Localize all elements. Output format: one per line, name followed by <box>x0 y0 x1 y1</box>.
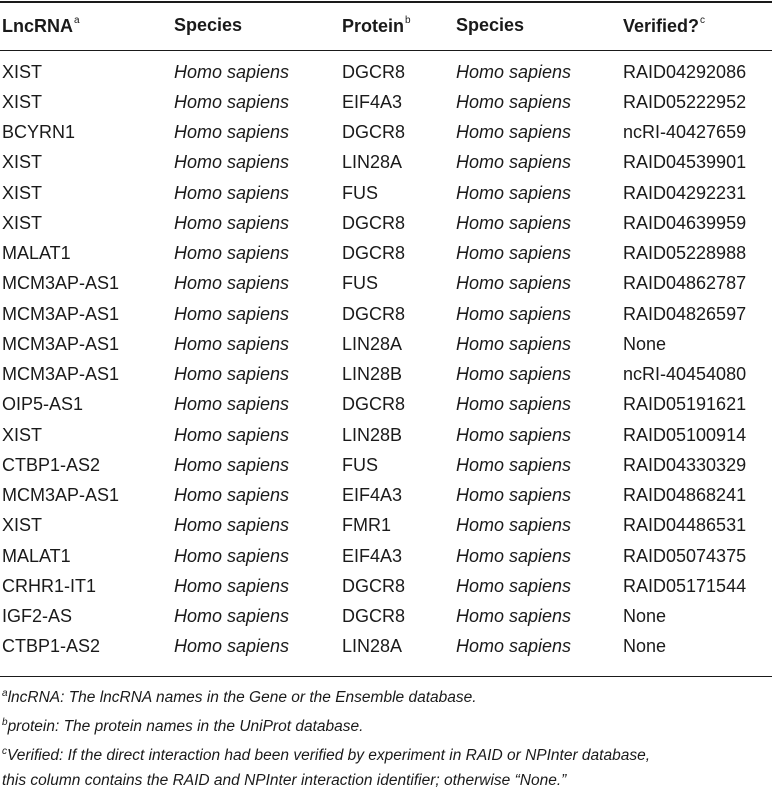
footnote-text: protein: The protein names in the UniProt database. <box>7 718 364 735</box>
cell-lncrna: OIP5-AS1 <box>2 394 84 415</box>
footnote-marker: a <box>2 688 8 699</box>
cell-protein: LIN28B <box>342 364 403 385</box>
cell-species: Homo sapiens <box>174 333 290 354</box>
footnote-marker: c <box>2 746 7 757</box>
cell-species: Homo sapiens <box>174 212 290 233</box>
table-row <box>0 632 772 662</box>
cell-species-2: Homo sapiens <box>456 575 572 596</box>
cell-species-2: Homo sapiens <box>456 606 572 627</box>
footnote-marker: b <box>2 717 8 728</box>
cell-species-2: Homo sapiens <box>456 91 572 112</box>
cell-protein: DGCR8 <box>342 606 406 627</box>
cell-lncrna: MCM3AP-AS1 <box>2 333 120 354</box>
cell-verified: ncRI-40427659 <box>623 122 747 143</box>
footnote-marker: a <box>74 14 80 26</box>
cell-species-2: Homo sapiens <box>456 303 572 324</box>
footnote-line <box>2 681 770 710</box>
footnote-text: lncRNA: The lncRNA names in the Gene or the Ensemble database. <box>7 689 477 706</box>
table-row <box>0 208 772 238</box>
cell-species-2: Homo sapiens <box>456 424 572 445</box>
table-row <box>0 541 772 571</box>
cell-protein: LIN28A <box>342 152 403 173</box>
cell-species: Homo sapiens <box>174 636 290 657</box>
cell-lncrna: XIST <box>2 152 43 173</box>
cell-verified: RAID05191621 <box>623 394 747 415</box>
cell-lncrna: XIST <box>2 182 43 203</box>
cell-lncrna: XIST <box>2 515 43 536</box>
header-species-2 <box>454 0 621 51</box>
table-body <box>0 51 772 662</box>
table-row <box>0 450 772 480</box>
table-row <box>0 178 772 208</box>
table-bottom-rule <box>0 676 772 677</box>
cell-species: Homo sapiens <box>174 91 290 112</box>
cell-lncrna: MALAT1 <box>2 545 71 566</box>
cell-protein: LIN28B <box>342 424 403 445</box>
cell-verified: RAID05100914 <box>623 424 747 445</box>
table-row <box>0 420 772 450</box>
table-row <box>0 87 772 117</box>
table-row <box>0 239 772 269</box>
table-row <box>0 269 772 299</box>
cell-verified: RAID04868241 <box>623 485 747 506</box>
cell-species-2: Homo sapiens <box>456 515 572 536</box>
table-row <box>0 148 772 178</box>
cell-verified: RAID05074375 <box>623 545 747 566</box>
cell-protein: DGCR8 <box>342 303 406 324</box>
cell-species: Homo sapiens <box>174 122 290 143</box>
table-row <box>0 57 772 87</box>
cell-verified: None <box>623 606 667 627</box>
cell-species: Homo sapiens <box>174 545 290 566</box>
cell-species-2: Homo sapiens <box>456 61 572 82</box>
cell-verified: RAID04862787 <box>623 273 747 294</box>
cell-species-2: Homo sapiens <box>456 394 572 415</box>
header-verified <box>621 0 772 51</box>
cell-species-2: Homo sapiens <box>456 545 572 566</box>
header-label: Protein <box>342 15 405 36</box>
cell-species-2: Homo sapiens <box>456 122 572 143</box>
cell-species-2: Homo sapiens <box>456 485 572 506</box>
footnote-text: this column contains the RAID and NPInter interaction identifier; otherwise “None.” <box>2 772 567 789</box>
cell-lncrna: BCYRN1 <box>2 122 76 143</box>
cell-lncrna: MCM3AP-AS1 <box>2 273 120 294</box>
cell-lncrna: XIST <box>2 212 43 233</box>
cell-lncrna: CRHR1-IT1 <box>2 575 97 596</box>
cell-protein: EIF4A3 <box>342 485 403 506</box>
cell-species: Homo sapiens <box>174 485 290 506</box>
table-row <box>0 360 772 390</box>
cell-species: Homo sapiens <box>174 394 290 415</box>
cell-lncrna: CTBP1-AS2 <box>2 636 101 657</box>
cell-protein: DGCR8 <box>342 122 406 143</box>
cell-species-2: Homo sapiens <box>456 273 572 294</box>
header-label: Verified? <box>623 15 700 36</box>
table-row <box>0 118 772 148</box>
cell-lncrna: XIST <box>2 424 43 445</box>
cell-species-2: Homo sapiens <box>456 243 572 264</box>
cell-species: Homo sapiens <box>174 243 290 264</box>
table-row <box>0 571 772 601</box>
cell-protein: DGCR8 <box>342 394 406 415</box>
cell-protein: EIF4A3 <box>342 545 403 566</box>
cell-species: Homo sapiens <box>174 182 290 203</box>
cell-protein: FUS <box>342 273 378 294</box>
cell-verified: RAID04330329 <box>623 454 747 475</box>
cell-lncrna: MALAT1 <box>2 243 71 264</box>
header-label: LncRNA <box>2 15 73 36</box>
footnote-line <box>2 710 770 739</box>
cell-species: Homo sapiens <box>174 61 290 82</box>
cell-protein: FMR1 <box>342 515 391 536</box>
cell-verified: None <box>623 333 667 354</box>
cell-species: Homo sapiens <box>174 515 290 536</box>
cell-verified: RAID04486531 <box>623 515 747 536</box>
cell-species-2: Homo sapiens <box>456 333 572 354</box>
table-row <box>0 602 772 632</box>
cell-species: Homo sapiens <box>174 575 290 596</box>
cell-lncrna: MCM3AP-AS1 <box>2 364 120 385</box>
cell-protein: FUS <box>342 454 378 475</box>
cell-verified: RAID05228988 <box>623 243 747 264</box>
cell-species: Homo sapiens <box>174 454 290 475</box>
cell-protein: LIN28A <box>342 636 403 657</box>
cell-protein: DGCR8 <box>342 575 406 596</box>
cell-protein: DGCR8 <box>342 243 406 264</box>
cell-species-2: Homo sapiens <box>456 636 572 657</box>
cell-protein: DGCR8 <box>342 61 406 82</box>
cell-species: Homo sapiens <box>174 424 290 445</box>
footnote-marker: b <box>405 14 411 26</box>
cell-species-2: Homo sapiens <box>456 454 572 475</box>
cell-verified: None <box>623 636 667 657</box>
header-species <box>172 0 340 51</box>
cell-lncrna: IGF2-AS <box>2 606 73 627</box>
cell-lncrna: XIST <box>2 91 43 112</box>
cell-lncrna: MCM3AP-AS1 <box>2 485 120 506</box>
table-header <box>0 0 772 51</box>
table-row <box>0 511 772 541</box>
cell-species: Homo sapiens <box>174 303 290 324</box>
header-protein <box>340 0 454 51</box>
cell-species-2: Homo sapiens <box>456 152 572 173</box>
cell-protein: EIF4A3 <box>342 91 403 112</box>
footnote-text: Verified: If the direct interaction had been verified by experiment in RAID or NPInter database, <box>7 747 651 764</box>
cell-species-2: Homo sapiens <box>456 364 572 385</box>
cell-protein: DGCR8 <box>342 212 406 233</box>
header-label: Species <box>456 15 525 35</box>
cell-species: Homo sapiens <box>174 606 290 627</box>
cell-verified: RAID05222952 <box>623 91 747 112</box>
cell-verified: RAID04292231 <box>623 182 747 203</box>
cell-species-2: Homo sapiens <box>456 212 572 233</box>
table-row <box>0 390 772 420</box>
footnote-line <box>2 768 770 793</box>
table-footnotes <box>2 681 770 793</box>
cell-protein: LIN28A <box>342 333 403 354</box>
cell-verified: RAID04292086 <box>623 61 747 82</box>
cell-protein: FUS <box>342 182 378 203</box>
header-lncrna <box>0 0 172 51</box>
header-row <box>0 0 772 51</box>
table-row <box>0 329 772 359</box>
footnote-line <box>2 739 770 768</box>
cell-species: Homo sapiens <box>174 152 290 173</box>
table-row <box>0 481 772 511</box>
table-row <box>0 299 772 329</box>
cell-verified: ncRI-40454080 <box>623 364 747 385</box>
footnote-marker: c <box>700 14 706 26</box>
cell-species: Homo sapiens <box>174 273 290 294</box>
cell-lncrna: XIST <box>2 61 43 82</box>
cell-species-2: Homo sapiens <box>456 182 572 203</box>
header-label: Species <box>174 15 243 35</box>
cell-lncrna: MCM3AP-AS1 <box>2 303 120 324</box>
cell-lncrna: CTBP1-AS2 <box>2 454 101 475</box>
cell-verified: RAID04639959 <box>623 212 747 233</box>
cell-verified: RAID04826597 <box>623 303 747 324</box>
cell-species: Homo sapiens <box>174 364 290 385</box>
cell-verified: RAID04539901 <box>623 152 747 173</box>
cell-verified: RAID05171544 <box>623 575 747 596</box>
